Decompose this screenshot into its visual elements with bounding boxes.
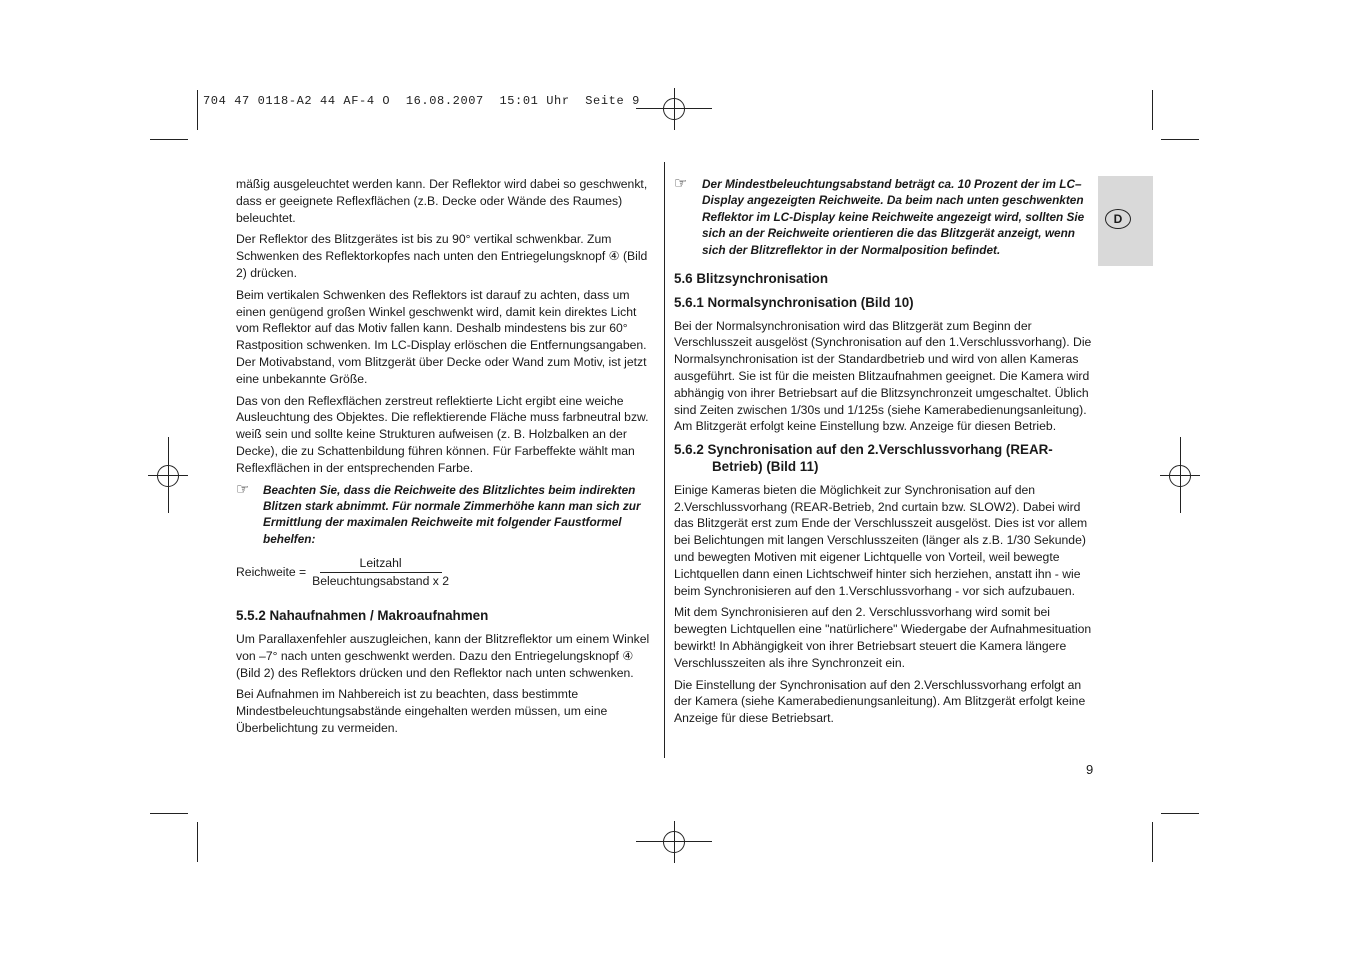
crop-mark [1152, 822, 1153, 862]
paragraph: Die Einstellung der Synchronisation auf den 2.Verschlussvorhang erfolgt an der Kamera (siehe Kamerabedienungsanleitung). Am Blitzgerät erfolgt keine Anzeige für diese Betriebsart. [674, 677, 1086, 726]
paragraph: Um Parallaxenfehler auszugleichen, kann der Blitzreflektor um einem Winkel von –7° nach unten geschwenkt werden. Dazu den Entriegelungsknopf ④ (Bild 2) des Reflektors drücken und den Reflektor nach unten schwenken. [236, 631, 650, 680]
formula-denominator: Beleuchtungsabstand x 2 [312, 574, 449, 589]
crop-mark [197, 90, 198, 130]
paragraph: Einige Kameras bieten die Möglichkeit zur Synchronisation auf den 2.Verschlussvorhang (REAR-Betrieb, 2nd curtain bzw. SLOW2). Dabei wird das Blitzgerät erst zum Ende der Verschlusszeit ausgelöst. Dies ist vor allem bei Belichtungen mit langen Verschlusszeiten (länger als z.B. 1/30 Sekunde) und bewegten Motiven mit eigener Lichtquelle von Vorteil, weil bewegte Lichtquellen dann einen Lichtschweif hinter sich herziehen, anstatt ihn - wie beim Synchronisieren auf den 1.Verschlussvorhang - vor sich aufzubauen. [674, 482, 1088, 598]
page-number: 9 [1086, 762, 1094, 777]
paragraph: Bei der Normalsynchronisation wird das Blitzgerät zum Beginn der Verschlusszeit ausgelöst (Synchronisation auf den 1.Verschlussvorhang). Die Normalsynchronisation ist der Standardbetrieb und wird von allen Kameras ausgeführt. Sie ist für die meisten Blitzaufnahmen geeignet. Die Kamera wird abhängig von ihrer Betriebsart auf die Blitzsynchronzeit umgeschaltet. Üblich sind Zeiten zwischen 1/30s und 1/125s (siehe Kamerabedienungsanleitung). Am Blitzgerät erfolgt keine Einstellung bzw. Anzeige für diesen Betrieb. [674, 318, 1092, 434]
language-tab-label: D [1105, 209, 1131, 229]
paragraph: Das von den Reflexflächen zerstreut reflektierte Licht ergibt eine weiche Ausleuchtung des Objektes. Die reflektierende Fläche muss farbneutral bzw. weiß sein und sollte keine Strukturen aufweisen (z. B. Holzbalken an der Decke), die zu Schattenbildung führen können. Für Farbeffekte wählt man Reflexflächen in der entsprechenden Farbe. [236, 393, 649, 475]
left-column [236, 176, 656, 742]
section-heading: 5.6 Blitzsynchronisation [674, 271, 829, 287]
crop-mark [1161, 813, 1199, 814]
crop-mark [1152, 90, 1153, 130]
language-tab [1098, 176, 1153, 266]
note-text: Beachten Sie, dass die Reichweite des Blitzlichtes beim indirekten Blitzen stark abnimmt. Für normale Zimmerhöhe kann man sich zur Ermittlung der maximalen Reichweite mit folgender Faustformel behelfen: [263, 482, 641, 546]
crop-mark [1161, 139, 1199, 140]
crop-mark [150, 813, 188, 814]
column-divider [664, 162, 665, 758]
formula-lhs: Reichweite = [236, 565, 307, 580]
pointing-hand-icon: ☞ [236, 480, 250, 498]
right-column [674, 176, 1098, 732]
note [674, 176, 1098, 258]
paragraph: Bei Aufnahmen im Nahbereich ist zu beachten, dass bestimmte Mindestbeleuchtungsabstände eingehalten werden müssen, um eine Überbelichtung zu vermeiden. [236, 687, 608, 735]
print-imprint: 704 47 0118-A2 44 AF-4 O 16.08.2007 15:01 Uhr Seite 9 [203, 94, 640, 108]
section-heading: 5.5.2 Nahaufnahmen / Makroaufnahmen [236, 608, 489, 624]
note [236, 482, 656, 548]
paragraph: Mit dem Synchronisieren auf den 2. Verschlussvorhang wird somit bei bewegten Lichtquellen eine "natürlichere" Wiedergabe der Aufnahmesituation bewirkt! In Abhängigkeit von ihrer Betriebsart steuert die Kamera längere Verschlusszeiten als ihre Synchronzeit ein. [674, 605, 1092, 670]
formula-numerator: Leitzahl [320, 555, 442, 573]
paragraph: Beim vertikalen Schwenken des Reflektors ist darauf zu achten, dass um einen genügend großen Winkel geschwenkt wird, damit kein direktes Licht vom Reflektor auf das Motiv fallen kann. Deshalb mindestens bis zur 60° Rastposition schwenken. Im LC-Display erlöschen die Entfernungsangaben. Der Motivabstand, vom Blitzgerät über Decke oder Wand zum Motiv, ist jetzt eine unbekannte Größe. [236, 287, 647, 386]
crop-mark [197, 822, 198, 862]
section-heading: 5.6.2 Synchronisation auf den 2.Verschlussvorhang (REAR-Betrieb) (Bild 11) [674, 442, 1053, 474]
note-text: Der Mindestbeleuchtungsabstand beträgt ca. 10 Prozent der im LC–Display angezeigten Reichweite. Da beim nach unten geschwenkten Reflektor im LC-Display keine Reichweite angezeigt wird, sollten Sie sich an der Reichweite orientieren die das Blitzgerät anzeigt, wenn sich der Blitzreflektor in der Normalposition befindet. [702, 177, 1085, 257]
formula-fraction [310, 555, 451, 590]
paragraph: mäßig ausgeleuchtet werden kann. Der Reflektor wird dabei so geschwenkt, dass er geeignete Reflexflächen (z.B. Decke oder Wände des Raumes) beleuchtet. [236, 177, 648, 225]
section-heading: 5.6.1 Normalsynchronisation (Bild 10) [674, 294, 914, 310]
range-formula [236, 555, 656, 590]
paragraph: Der Reflektor des Blitzgerätes ist bis zu 90° vertikal schwenkbar. Zum Schwenken des Reflektorkopfes nach unten den Entriegelungsknopf ④ (Bild 2) drücken. [236, 232, 648, 280]
pointing-hand-icon: ☞ [674, 175, 688, 192]
crop-mark [150, 139, 188, 140]
